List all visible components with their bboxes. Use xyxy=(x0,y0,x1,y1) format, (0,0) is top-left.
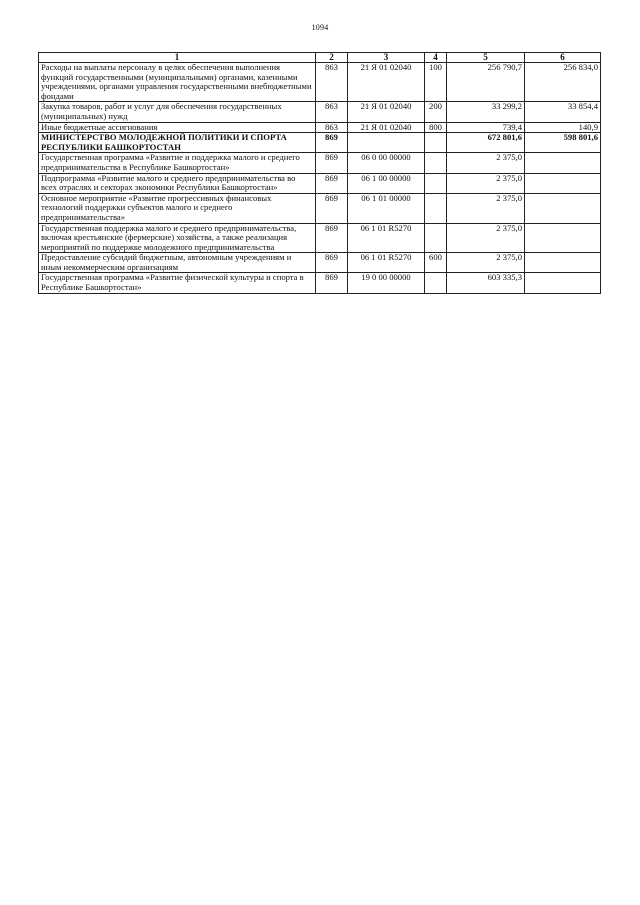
header-col-1: 1 xyxy=(39,53,316,63)
row-amount-year-2: 140,9 xyxy=(525,122,601,133)
table-row xyxy=(39,102,601,122)
table-header-row xyxy=(39,53,601,63)
row-name-cell: Закупка товаров, работ и услуг для обеспечения государственных (муниципальных) нужд xyxy=(39,102,316,122)
row-ministry-code: 863 xyxy=(316,122,348,133)
row-name-cell: Иные бюджетные ассигнования xyxy=(39,122,316,133)
row-article-code: 06 1 01 00000 xyxy=(348,193,425,223)
row-expense-type xyxy=(425,193,447,223)
row-amount-year-1: 33 299,2 xyxy=(447,102,525,122)
row-name-cell: Расходы на выплаты персоналу в целях обеспечения выполнения функций государственными (муниципальными) органами, казенными учреждениями, органами управления государственными внебюджетными фондами xyxy=(39,63,316,102)
row-article-code: 19 0 00 00000 xyxy=(348,273,425,293)
table-row xyxy=(39,223,601,253)
table-row xyxy=(39,253,601,273)
row-amount-year-1: 2 375,0 xyxy=(447,173,525,193)
row-amount-year-1: 739,4 xyxy=(447,122,525,133)
row-expense-type xyxy=(425,223,447,253)
table-row xyxy=(39,273,601,293)
row-name-cell: Государственная поддержка малого и среднего предпринимательства, включая крестьянские (фермерские) хозяйства, а также реализация мероприятий по поддержке молодежного предпринимательства xyxy=(39,223,316,253)
row-ministry-code: 869 xyxy=(316,253,348,273)
row-expense-type: 600 xyxy=(425,253,447,273)
table-row xyxy=(39,63,601,102)
header-col-3: 3 xyxy=(348,53,425,63)
row-amount-year-2: 33 854,4 xyxy=(525,102,601,122)
row-ministry-code: 869 xyxy=(316,223,348,253)
row-article-code: 06 1 01 R5270 xyxy=(348,223,425,253)
row-name-cell: Государственная программа «Развитие и поддержка малого и среднего предпринимательства в Республике Башкортостан» xyxy=(39,153,316,173)
row-expense-type xyxy=(425,273,447,293)
row-ministry-code: 869 xyxy=(316,173,348,193)
row-amount-year-1: 2 375,0 xyxy=(447,253,525,273)
row-ministry-code: 863 xyxy=(316,63,348,102)
row-expense-type: 200 xyxy=(425,102,447,122)
row-amount-year-2 xyxy=(525,253,601,273)
row-amount-year-2 xyxy=(525,173,601,193)
row-ministry-code: 869 xyxy=(316,153,348,173)
page-number: 1094 xyxy=(311,23,329,32)
table-row xyxy=(39,133,601,153)
row-ministry-code: 869 xyxy=(316,273,348,293)
row-expense-type xyxy=(425,133,447,153)
row-amount-year-1: 256 790,7 xyxy=(447,63,525,102)
row-article-code: 21 Я 01 02040 xyxy=(348,63,425,102)
row-expense-type: 800 xyxy=(425,122,447,133)
row-amount-year-2 xyxy=(525,193,601,223)
row-ministry-code: 869 xyxy=(316,133,348,153)
row-amount-year-2 xyxy=(525,223,601,253)
row-article-code: 21 Я 01 02040 xyxy=(348,122,425,133)
row-name-cell: МИНИСТЕРСТВО МОЛОДЕЖНОЙ ПОЛИТИКИ И СПОРТА РЕСПУБЛИКИ БАШКОРТОСТАН xyxy=(39,133,316,153)
row-amount-year-2: 256 834,0 xyxy=(525,63,601,102)
table-row xyxy=(39,153,601,173)
row-name-cell: Государственная программа «Развитие физической культуры и спорта в Республике Башкортостан» xyxy=(39,273,316,293)
table-row xyxy=(39,122,601,133)
row-article-code: 06 1 00 00000 xyxy=(348,173,425,193)
row-name-cell: Предоставление субсидий бюджетным, автономным учреждениям и иным некоммерческим организациям xyxy=(39,253,316,273)
row-expense-type xyxy=(425,173,447,193)
header-col-4: 4 xyxy=(425,53,447,63)
row-name-cell: Подпрограмма «Развитие малого и среднего предпринимательства во всех отраслях и секторах экономики Республики Башкортостан» xyxy=(39,173,316,193)
row-amount-year-1: 2 375,0 xyxy=(447,193,525,223)
row-amount-year-2: 598 801,6 xyxy=(525,133,601,153)
row-amount-year-2 xyxy=(525,153,601,173)
row-article-code: 06 1 01 R5270 xyxy=(348,253,425,273)
row-name-cell: Основное мероприятие «Развитие прогрессивных финансовых технологий поддержки субъектов малого и среднего предпринимательства» xyxy=(39,193,316,223)
header-col-2: 2 xyxy=(316,53,348,63)
row-expense-type: 100 xyxy=(425,63,447,102)
row-amount-year-1: 2 375,0 xyxy=(447,153,525,173)
row-amount-year-1: 2 375,0 xyxy=(447,223,525,253)
row-ministry-code: 863 xyxy=(316,102,348,122)
row-article-code xyxy=(348,133,425,153)
row-amount-year-1: 603 335,3 xyxy=(447,273,525,293)
row-amount-year-1: 672 801,6 xyxy=(447,133,525,153)
table-body xyxy=(39,63,601,294)
table-row xyxy=(39,193,601,223)
row-article-code: 21 Я 01 02040 xyxy=(348,102,425,122)
row-article-code: 06 0 00 00000 xyxy=(348,153,425,173)
table-row xyxy=(39,173,601,193)
row-ministry-code: 869 xyxy=(316,193,348,223)
header-col-6: 6 xyxy=(525,53,601,63)
row-expense-type xyxy=(425,153,447,173)
row-amount-year-2 xyxy=(525,273,601,293)
budget-table xyxy=(38,52,601,294)
header-col-5: 5 xyxy=(447,53,525,63)
